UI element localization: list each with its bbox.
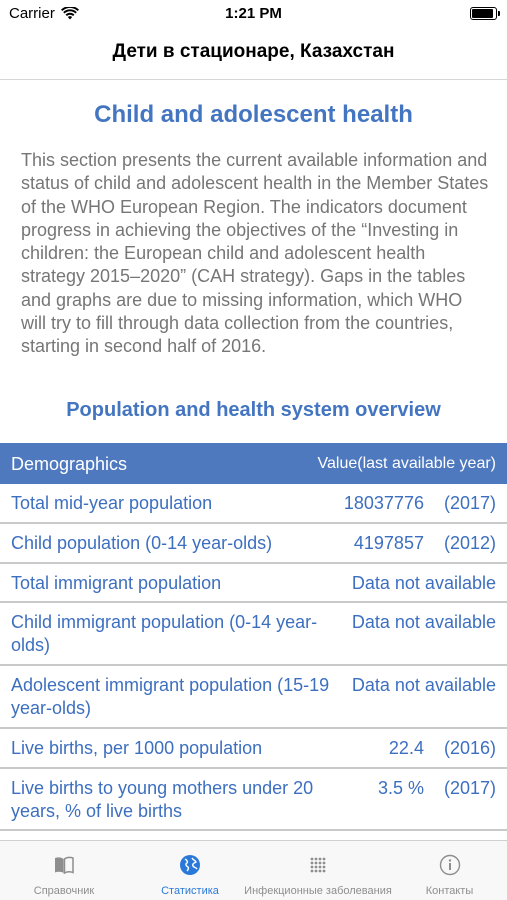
row-label: Live births to young mothers under 20 years, % of live births (11, 778, 314, 821)
table-row[interactable] (0, 603, 507, 666)
battery-icon (470, 7, 497, 20)
tab-contacts[interactable] (392, 841, 507, 900)
tab-label: Контакты (425, 885, 474, 897)
row-value (354, 532, 496, 555)
battery-fill (472, 9, 493, 18)
table-row[interactable] (0, 666, 507, 729)
row-value (352, 572, 496, 595)
status-bar (0, 0, 507, 28)
table-row[interactable] (0, 484, 507, 524)
row-value (352, 611, 496, 634)
book-icon (53, 854, 75, 876)
value-year: (2012) (443, 533, 496, 553)
grid-dots-icon (307, 854, 329, 876)
value-number: Data not available (351, 612, 496, 632)
value-year: (2017) (443, 778, 496, 798)
tab-label: Справочник (33, 885, 95, 897)
tab-bar (0, 840, 507, 900)
scroll-content[interactable] (0, 81, 507, 839)
tab-label: Статистика (161, 885, 219, 897)
demographics-table (0, 443, 507, 831)
table-row[interactable] (0, 564, 507, 603)
row-value (389, 737, 496, 760)
header-demographics: Demographics (11, 454, 128, 474)
value-number: 18037776 (343, 493, 424, 513)
row-label: Live births, per 1000 population (11, 738, 263, 758)
header-value: Value(last available year) (317, 455, 496, 472)
value-number: Data not available (351, 675, 496, 695)
row-label: Total immigrant population (11, 573, 222, 593)
intro-paragraph: This section presents the current available information and status of child and adolescent health in the Member States of the WHO European Region. The indicators document progress in achieving the objectives of the “Investing in children: the European child and adolescent health strategy 2015–2020” (CAH strategy). Gaps in the tables and graphs are due to missing information, which WHO will try to fill through data collection from the countries, starting in second half of 2016. (21, 150, 489, 357)
value-number: 22.4 (388, 738, 424, 758)
row-label: Total mid-year population (11, 493, 213, 513)
table-row[interactable] (0, 524, 507, 564)
row-value (378, 777, 496, 800)
clock: 1:21 PM (225, 5, 282, 22)
navigation-bar (0, 28, 507, 80)
carrier-label: Carrier (9, 5, 55, 22)
table-row[interactable] (0, 729, 507, 769)
table-header (0, 443, 507, 484)
subsection-title: Population and health system overview (66, 399, 441, 421)
value-year: (2017) (443, 493, 496, 513)
row-label: Adolescent immigrant population (15-19 year-olds) (11, 675, 330, 718)
value-number: 4197857 (353, 533, 424, 553)
row-value (352, 674, 496, 697)
row-label: Child immigrant population (0-14 year-olds) (11, 612, 318, 655)
section-title: Child and adolescent health (94, 101, 413, 128)
tab-statistics[interactable] (128, 841, 252, 900)
table-row[interactable] (0, 769, 507, 831)
tab-label: Инфекционные заболевания (244, 885, 392, 897)
info-icon (439, 854, 461, 876)
row-label: Child population (0-14 year-olds) (11, 533, 273, 553)
value-year: (2016) (443, 738, 496, 758)
row-value (344, 492, 496, 515)
tab-directory[interactable] (0, 841, 128, 900)
globe-icon (179, 854, 201, 876)
value-number: Data not available (351, 573, 496, 593)
nav-title: Дети в стационаре, Казахстан (112, 41, 395, 62)
tab-infectious-diseases[interactable] (244, 841, 392, 900)
value-number: 3.5 % (377, 778, 424, 798)
